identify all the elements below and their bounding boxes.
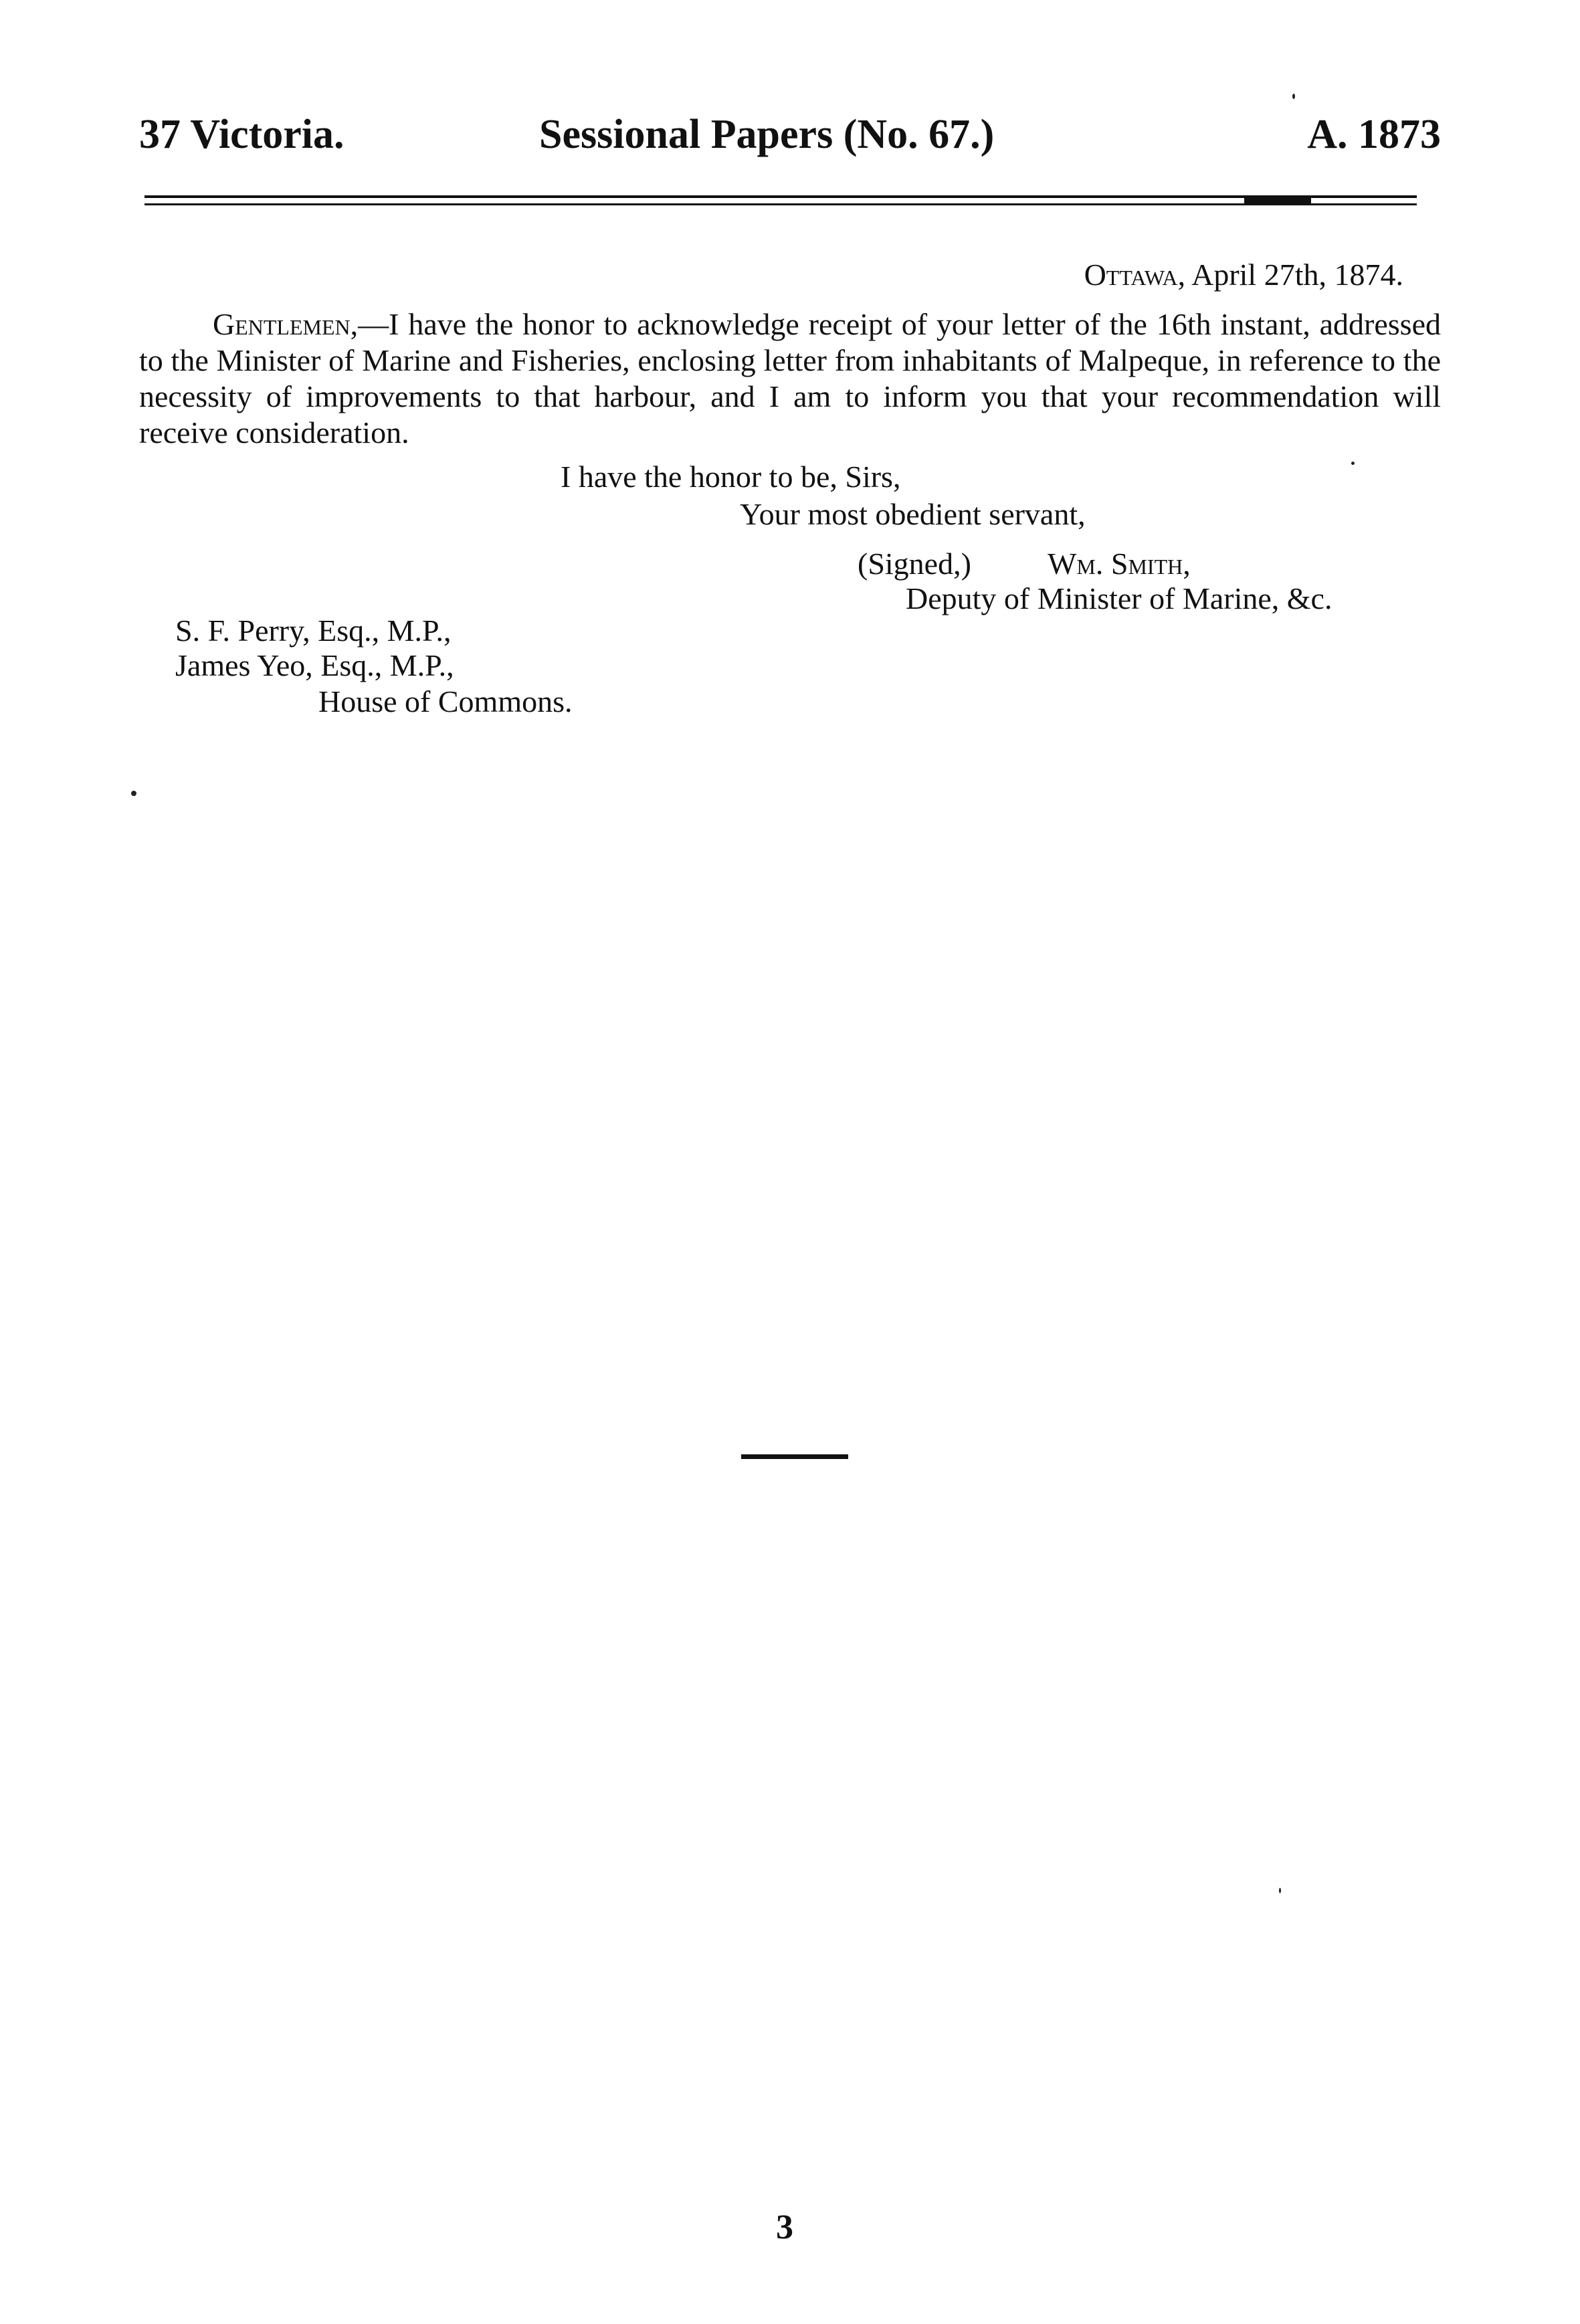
header-year: A. 1873 <box>1307 112 1441 157</box>
letter-date <box>1084 257 1403 292</box>
signer-name: Wm. Smith, <box>1048 547 1191 581</box>
addressee-line-3: House of Commons. <box>318 684 573 718</box>
letter-date-value: April 27th, 1874. <box>1191 258 1403 292</box>
header-session: 37 Victoria. <box>139 112 344 157</box>
header-rule-ornament <box>1244 198 1311 205</box>
scan-speck <box>1279 1888 1281 1893</box>
addressee-line-2: James Yeo, Esq., M.P., <box>175 648 454 682</box>
page-number: 3 <box>776 2208 793 2246</box>
signer-title: Deputy of Minister of Marine, &c. <box>906 581 1332 615</box>
scan-speck <box>131 791 136 796</box>
closing-line-2: Your most obedient servant, <box>740 497 1086 531</box>
header-title: Sessional Papers (No. 67.) <box>539 112 995 157</box>
letter-body <box>139 306 1441 451</box>
signed-label: (Signed,) <box>858 547 971 581</box>
header-rule-top <box>144 195 1417 198</box>
letter-paragraph <box>139 306 1441 451</box>
letter-body-text: —I have the honor to acknowledge receipt of your letter of the 16th instant, addressed to the Minister of Marine and Fisheries, enclosing letter from inhabitants of Malpeque, in reference to the necessity of improvements to that harbour, and I am to inform you that your recommendation will receive consideration. <box>139 307 1441 450</box>
closing-line-1: I have the honor to be, Sirs, <box>561 460 901 494</box>
letter-date-place: Ottawa, <box>1084 258 1186 292</box>
header-rule-bottom <box>144 203 1417 205</box>
addressee-line-1: S. F. Perry, Esq., M.P., <box>175 613 452 648</box>
letter-salutation: Gentlemen, <box>213 307 359 341</box>
scan-speck <box>1351 462 1355 465</box>
scan-speck <box>1292 94 1295 99</box>
section-divider <box>741 1454 848 1459</box>
